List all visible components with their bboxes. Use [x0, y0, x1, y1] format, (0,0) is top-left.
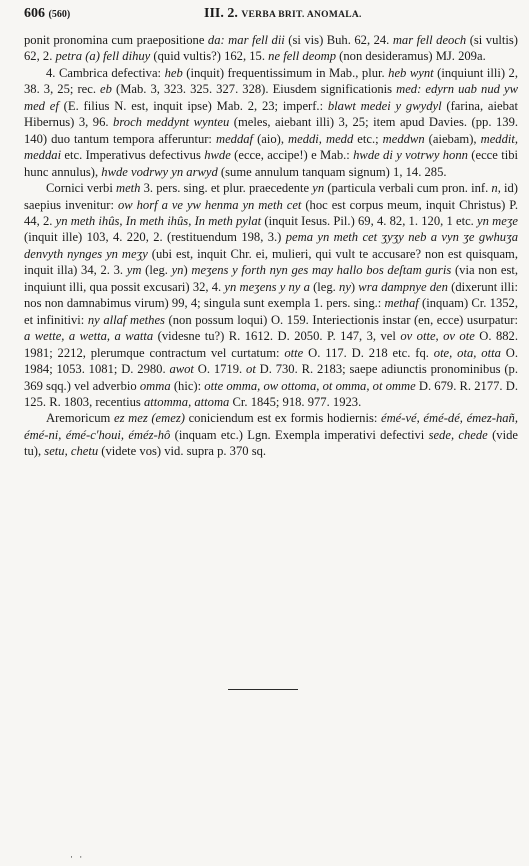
- italic-segment: setu, chetu: [44, 444, 99, 459]
- italic-segment: yn meth ihûs, In meth ihûs: [55, 213, 189, 228]
- italic-segment: ny: [339, 279, 351, 294]
- italic-segment: meʒens y forth nyn ges may hallo bos deſtam guris: [191, 263, 452, 278]
- text-segment: (particula verbali cum pron. inf.: [324, 181, 492, 196]
- italic-segment: In meth pylat: [194, 213, 262, 228]
- text-segment: Cr. 1845; 918. 977. 1923.: [229, 394, 362, 409]
- italic-segment: meth: [115, 181, 141, 196]
- text-segment: etc.;: [353, 131, 383, 146]
- italic-segment: da: mar fell dii: [207, 33, 285, 47]
- paragraph-cambrica: [24, 65, 518, 180]
- italic-segment: ny allaf methes: [87, 312, 165, 327]
- italic-segment: wra dampnye den: [358, 279, 448, 294]
- text-segment: ): [350, 279, 359, 294]
- text-segment: etc. Imperativus defectivus: [61, 148, 205, 163]
- italic-segment: yn meʒe: [477, 213, 519, 228]
- italic-segment: eb: [100, 82, 112, 97]
- text-segment: (inquit ille) 103, 4. 220, 2. (restituendum 198, 3.): [24, 230, 286, 245]
- italic-segment: yn: [312, 181, 325, 196]
- italic-segment: meddit, meddai: [24, 131, 519, 163]
- italic-segment: hwde di y votrwy honn: [353, 148, 468, 163]
- text-segment: D. 730. R. 2183; saepe adiunctis pronominibus (p. 369 sqq.) vel adverbio: [24, 362, 519, 393]
- text-segment: , id) saepius invenitur:: [24, 181, 518, 212]
- text-segment: (leg.: [141, 263, 172, 278]
- text-segment: Aremoricum: [46, 411, 114, 426]
- body-text: [24, 32, 518, 460]
- italic-segment: ow horf a ve yw henma yn meth cet: [117, 197, 302, 212]
- text-segment: (ubi est, inquit Chr. ei, mulieri, qui vult te accusare? non est quisquam, inquit illa) 34, 2. 3.: [24, 246, 518, 278]
- italic-segment: petra (a) fell dihuy: [55, 49, 151, 64]
- italic-segment: meddwn: [382, 131, 425, 146]
- original-page-number: (560): [48, 9, 71, 20]
- text-segment: 4. Cambrica defectiva:: [46, 65, 165, 80]
- text-segment: (hoc est corpus meum, inquit Christus) P. 44, 2.: [24, 197, 519, 228]
- text-segment: (non desideramus) MJ. 209a.: [336, 49, 486, 64]
- italic-segment: mar fell deoch: [392, 33, 467, 47]
- italic-segment: ot: [246, 362, 256, 377]
- italic-segment: yn meʒens y ny a: [224, 279, 310, 294]
- text-segment: O. 1719.: [193, 362, 247, 377]
- text-segment: D. 679. R. 2177. D. 125. R. 1803, recentius: [24, 378, 518, 409]
- paragraph-aremoricum: [24, 410, 518, 459]
- text-segment: (inquam) Cr. 1352, et infinitivi:: [24, 296, 518, 327]
- text-segment: ponit pronomina cum praepositione: [24, 33, 208, 47]
- italic-segment: med: edyrn uab nud yw med ef: [24, 82, 518, 113]
- text-segment: (vide tu),: [24, 427, 518, 459]
- section-number: III. 2.: [204, 6, 238, 21]
- text-segment: (videsne tu?) R. 1612. D. 2050. P. 147, 3, vel: [153, 329, 401, 344]
- italic-segment: ym: [126, 263, 142, 278]
- page-number: 606: [24, 6, 45, 21]
- text-segment: O. 1984; 1053. 1081; D. 2980.: [24, 345, 518, 377]
- text-segment: (meles, aiebant illi) 3, 25; item apud Davies. (pp. 139. 140) duo tantum tempora afferuntur:: [24, 115, 519, 146]
- end-rule: [228, 689, 298, 690]
- text-segment: (E. filius N. est, inquit ipse) Mab. 2, 23; imperf.:: [58, 98, 328, 113]
- italic-segment: pema yn meth cet ʒyʒy neb a vyn ʒe gwhuʒa denvyth nynges yn meʒy: [24, 230, 518, 261]
- italic-segment: hwde: [204, 148, 231, 163]
- text-segment: (inquiunt illi) 2, 38. 3, 25; rec.: [24, 65, 518, 97]
- text-segment: ): [183, 263, 192, 278]
- text-segment: (inquam etc.) Lgn. Exempla imperativi defectivi: [170, 427, 429, 442]
- italic-segment: otte: [284, 345, 304, 360]
- text-segment: (Mab. 3, 323. 325. 327. 328). Eiusdem significationis: [111, 82, 397, 97]
- italic-segment: omma: [139, 378, 171, 393]
- italic-segment: ne fell deomp: [268, 49, 337, 64]
- italic-segment: a wette, a wetta, a watta: [24, 329, 154, 344]
- text-segment: (quid vultis?) 162, 15.: [150, 49, 269, 64]
- text-segment: (non possum loqui) O. 159. Interiectionis instar (en, ecce) usurpatur:: [164, 312, 518, 327]
- italic-segment: blawt medei y gwydyl: [327, 98, 442, 113]
- italic-segment: n: [491, 181, 498, 196]
- text-segment: (si vis) Buh. 62, 24.: [284, 33, 393, 47]
- italic-segment: heb wynt: [388, 65, 434, 80]
- text-segment: (ecce, accipe!) e Mab.:: [230, 148, 354, 163]
- italic-segment: ez mez (emez): [114, 411, 185, 426]
- text-segment: Cornici verbi: [46, 181, 116, 196]
- text-segment: (sume annulum tanquam signum) 1, 14. 285.: [217, 164, 447, 179]
- print-specks: · ·: [70, 852, 85, 862]
- text-segment: (aio),: [253, 131, 289, 146]
- italic-segment: sede, chede: [428, 427, 488, 442]
- text-segment: ,: [188, 213, 195, 228]
- italic-segment: awot: [169, 362, 194, 377]
- paragraph-continuation: [24, 32, 518, 65]
- text-segment: (videte vos) vid. supra p. 370 sq.: [98, 444, 267, 459]
- text-segment: O. 117. D. 218 etc. fq.: [303, 345, 434, 360]
- italic-segment: broch meddynt wynteu: [113, 115, 230, 130]
- page-number-group: [24, 6, 70, 22]
- text-segment: (aiebam),: [424, 131, 481, 146]
- text-segment: 3. pers. sing. et plur. praecedente: [140, 181, 313, 196]
- italic-segment: otte omma, ow ottoma, ot omma, ot omme: [204, 378, 416, 393]
- italic-segment: yn: [171, 263, 184, 278]
- italic-segment: hwde vodrwy yn arwyd: [101, 164, 218, 179]
- text-segment: O. 882. 1981; 2212, plerumque contractum vel curtatum:: [24, 329, 518, 360]
- text-segment: (dixerunt illi: nos non damnabimus virum) 99, 4; singula sunt exempla 1. pers. sing.:: [24, 279, 518, 311]
- text-segment: (inquit Iesus. Pil.) 69, 4. 82, 1. 120, 1 etc.: [261, 213, 478, 228]
- italic-segment: attomma, attoma: [143, 394, 230, 409]
- text-segment: (inquit) frequentissimum in Mab., plur.: [182, 65, 389, 80]
- text-segment: (ecce tibi hunc annulus),: [24, 148, 518, 179]
- text-segment: coniciendum est ex formis hodiernis:: [184, 411, 381, 426]
- text-segment: (leg.: [309, 279, 340, 294]
- italic-segment: meddaf: [215, 131, 254, 146]
- text-segment: (via non est, inquiunt illi, qua possit excusari) 32, 4.: [24, 263, 518, 294]
- text-segment: (si vultis) 62, 2.: [24, 33, 518, 64]
- italic-segment: meddi, medd: [288, 131, 354, 146]
- section-title: VERBA BRIT. ANOMALA.: [241, 10, 362, 20]
- italic-segment: heb: [164, 65, 183, 80]
- italic-segment: methaf: [384, 296, 419, 311]
- italic-segment: ote, ota, otta: [433, 345, 501, 360]
- text-segment: (hic):: [170, 378, 205, 393]
- text-segment: (farina, aiebat Hibernus) 3, 96.: [24, 98, 518, 130]
- italic-segment: ov otte, ov ote: [400, 329, 475, 344]
- paragraph-cornici: [24, 180, 518, 410]
- running-title: [204, 6, 362, 22]
- italic-segment: émé-vé, émé-dé, émez-hañ, émé-ni, émé-c'houi, éméz-hô: [24, 411, 518, 442]
